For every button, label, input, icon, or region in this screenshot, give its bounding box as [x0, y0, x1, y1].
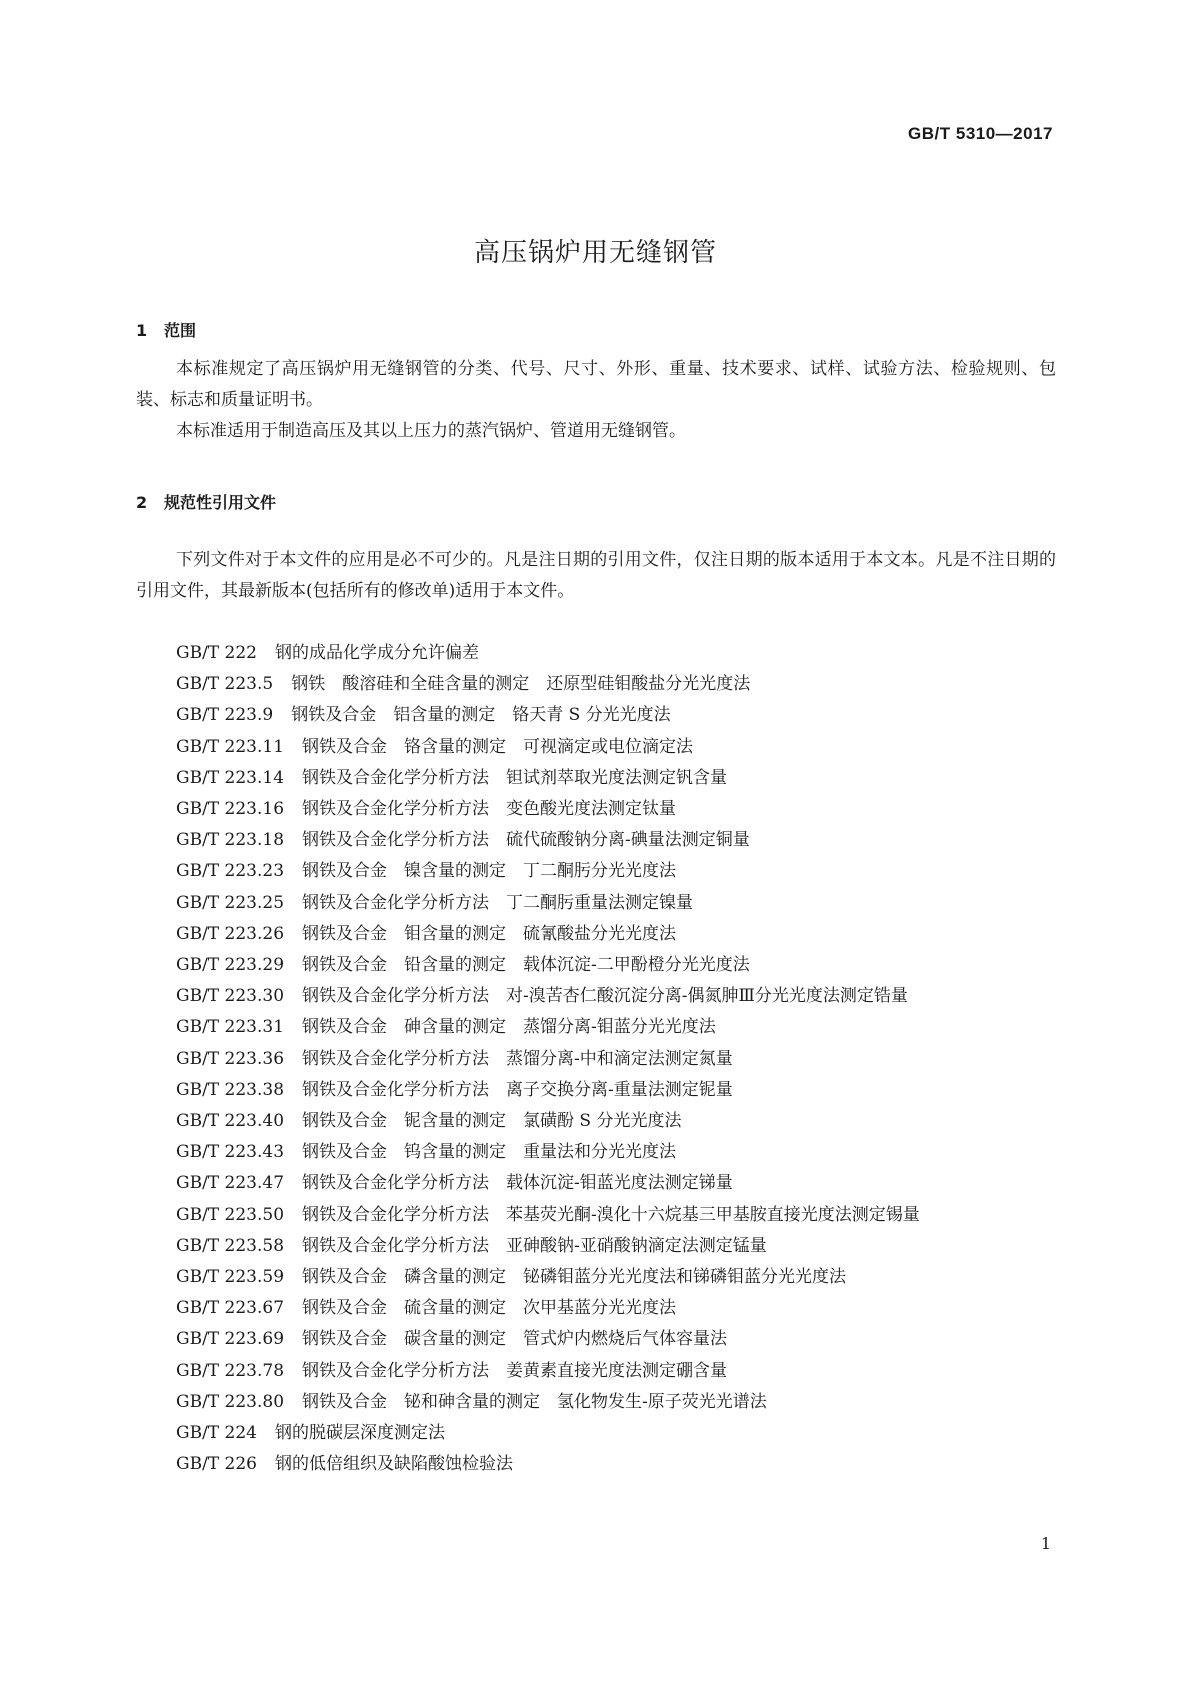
reference-item	[136, 1106, 1056, 1137]
reference-item	[136, 1356, 1056, 1387]
reference-item	[136, 1075, 1056, 1106]
reference-title: 钢铁及合金化学分析方法 载体沉淀-钼蓝光度法测定锑量	[302, 1173, 733, 1194]
reference-item	[136, 1012, 1056, 1043]
reference-item	[136, 1168, 1056, 1199]
reference-title: 钢铁及合金 铝含量的测定 铬天青 S 分光光度法	[291, 705, 671, 726]
reference-item	[136, 1449, 1056, 1480]
section-2-number: 2	[136, 493, 148, 512]
reference-item	[136, 1231, 1056, 1262]
section-1-title: 范围	[164, 321, 197, 340]
reference-code: GB/T 223.30	[176, 986, 285, 1007]
reference-item	[136, 1387, 1056, 1418]
reference-code: GB/T 222	[176, 643, 257, 663]
reference-code: GB/T 223.14	[176, 767, 285, 788]
reference-title: 钢铁及合金化学分析方法 亚砷酸钠-亚硝酸钠滴定法测定锰量	[302, 1235, 767, 1256]
reference-item	[136, 1044, 1056, 1075]
reference-code: GB/T 223.47	[176, 1173, 285, 1194]
page-number: 1	[1040, 1534, 1051, 1553]
reference-code: GB/T 223.40	[176, 1111, 285, 1132]
reference-title: 钢铁及合金化学分析方法 蒸馏分离-中和滴定法测定氮量	[302, 1048, 733, 1069]
reference-title: 钢铁及合金 砷含量的测定 蒸馏分离-钼蓝分光光度法	[302, 1017, 716, 1038]
reference-title: 钢铁及合金化学分析方法 钽试剂萃取光度法测定钒含量	[302, 767, 728, 788]
reference-item	[136, 950, 1056, 981]
reference-code: GB/T 223.80	[176, 1391, 285, 1412]
reference-title: 钢铁及合金化学分析方法 变色酸光度法测定钛量	[302, 799, 677, 820]
reference-code: GB/T 223.11	[176, 736, 285, 757]
reference-item	[136, 1293, 1056, 1324]
reference-item	[136, 1200, 1056, 1231]
reference-title: 钢铁及合金 铌含量的测定 氯磺酚 S 分光光度法	[302, 1111, 682, 1132]
reference-code: GB/T 223.36	[176, 1048, 285, 1069]
reference-code: GB/T 223.9	[176, 705, 274, 726]
reference-item	[136, 1418, 1056, 1449]
reference-item	[136, 700, 1056, 731]
reference-title: 钢铁及合金化学分析方法 硫代硫酸钠分离-碘量法测定铜量	[302, 830, 750, 851]
reference-item	[136, 825, 1056, 856]
reference-item	[136, 1262, 1056, 1293]
reference-title: 钢铁及合金 硫含量的测定 次甲基蓝分光光度法	[302, 1298, 677, 1319]
references-intro: 下列文件对于本文件的应用是必不可少的。凡是注日期的引用文件，仅注日期的版本适用于本文本。凡是不注日期的引用文件，其最新版本(包括所有的修改单)适用于本文件。	[136, 550, 1056, 601]
reference-title: 钢铁及合金 镍含量的测定 丁二酮肟分光光度法	[302, 861, 677, 882]
reference-code: GB/T 223.18	[176, 830, 285, 851]
section-2-title: 规范性引用文件	[164, 493, 277, 512]
reference-title: 钢铁及合金 铋和砷含量的测定 氢化物发生-原子荧光光谱法	[302, 1391, 767, 1412]
reference-item	[136, 763, 1056, 794]
section-2-heading	[136, 490, 276, 513]
reference-code: GB/T 223.69	[176, 1329, 285, 1350]
reference-title: 钢铁及合金 碳含量的测定 管式炉内燃烧后气体容量法	[302, 1329, 728, 1350]
reference-code: GB/T 223.50	[176, 1204, 285, 1225]
reference-title: 钢铁及合金 钼含量的测定 硫氰酸盐分光光度法	[302, 923, 677, 944]
reference-code: GB/T 223.58	[176, 1235, 285, 1256]
standard-number: GB/T 5310—2017	[908, 124, 1053, 143]
reference-code: GB/T 223.31	[176, 1017, 285, 1038]
reference-title: 钢铁及合金 铬含量的测定 可视滴定或电位滴定法	[302, 736, 694, 757]
reference-item	[136, 794, 1056, 825]
reference-title: 钢铁及合金化学分析方法 对-溴苦杏仁酸沉淀分离-偶氮胂Ⅲ分光光度法测定锆量	[302, 986, 908, 1007]
reference-code: GB/T 223.59	[176, 1267, 285, 1288]
reference-code: GB/T 223.25	[176, 892, 285, 913]
reference-title: 钢铁 酸溶硅和全硅含量的测定 还原型硅钼酸盐分光光度法	[291, 674, 751, 695]
document-title: 高压锅炉用无缝钢管	[473, 238, 717, 268]
reference-code: GB/T 223.29	[176, 955, 285, 976]
section-1-number: 1	[136, 321, 148, 340]
reference-title: 钢铁及合金化学分析方法 姜黄素直接光度法测定硼含量	[302, 1360, 728, 1381]
reference-title: 钢铁及合金 铅含量的测定 载体沉淀-二甲酚橙分光光度法	[302, 955, 750, 976]
scope-paragraph-2: 本标准适用于制造高压及其以上压力的蒸汽锅炉、管道用无缝钢管。	[176, 421, 686, 441]
reference-code: GB/T 226	[176, 1454, 257, 1475]
reference-title: 钢的成品化学成分允许偏差	[275, 643, 479, 663]
reference-code: GB/T 223.26	[176, 923, 285, 944]
reference-code: GB/T 223.38	[176, 1079, 285, 1100]
reference-item	[136, 732, 1056, 763]
reference-title: 钢的脱碳层深度测定法	[275, 1423, 445, 1444]
reference-title: 钢铁及合金 磷含量的测定 铋磷钼蓝分光光度法和锑磷钼蓝分光光度法	[302, 1267, 847, 1288]
reference-item	[136, 888, 1056, 919]
reference-title: 钢铁及合金化学分析方法 丁二酮肟重量法测定镍量	[302, 892, 694, 913]
reference-title: 钢铁及合金化学分析方法 苯基荧光酮-溴化十六烷基三甲基胺直接光度法测定锡量	[302, 1204, 920, 1225]
reference-item	[136, 919, 1056, 950]
reference-title: 钢的低倍组织及缺陷酸蚀检验法	[275, 1454, 513, 1475]
reference-code: GB/T 223.43	[176, 1142, 285, 1163]
reference-title: 钢铁及合金 钨含量的测定 重量法和分光光度法	[302, 1142, 677, 1163]
reference-item	[136, 1137, 1056, 1168]
section-1-heading	[136, 318, 196, 341]
reference-code: GB/T 224	[176, 1423, 257, 1444]
reference-code: GB/T 223.5	[176, 674, 274, 695]
reference-code: GB/T 223.78	[176, 1360, 285, 1381]
reference-list	[136, 638, 1056, 1480]
reference-item	[136, 669, 1056, 700]
scope-paragraph-1: 本标准规定了高压锅炉用无缝钢管的分类、代号、尺寸、外形、重量、技术要求、试样、试验方法、检验规则、包装、标志和质量证明书。	[136, 359, 1056, 410]
reference-code: GB/T 223.23	[176, 861, 285, 882]
reference-item	[136, 981, 1056, 1012]
reference-title: 钢铁及合金化学分析方法 离子交换分离-重量法测定铌量	[302, 1079, 733, 1100]
reference-item	[136, 1324, 1056, 1355]
reference-code: GB/T 223.67	[176, 1298, 285, 1319]
reference-item	[136, 856, 1056, 887]
reference-code: GB/T 223.16	[176, 799, 285, 820]
reference-item	[136, 638, 1056, 669]
